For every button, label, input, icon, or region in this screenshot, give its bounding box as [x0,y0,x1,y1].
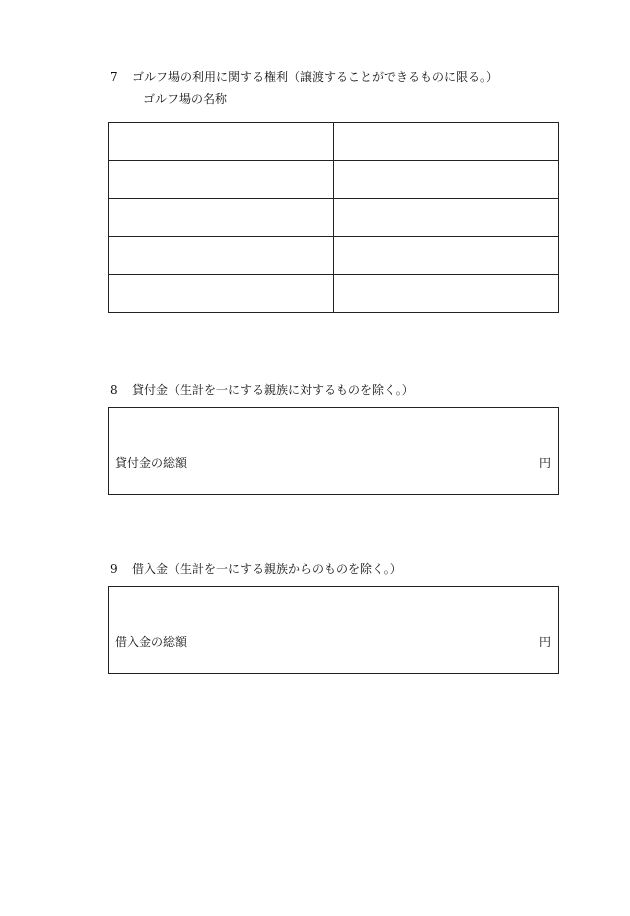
section7-heading [110,70,498,84]
table-row [109,199,559,237]
golf-course-name-cell[interactable] [109,123,334,161]
borrowings-total-box[interactable] [108,586,559,674]
section9-heading [110,562,402,576]
golf-course-name-cell[interactable] [109,237,334,275]
borrowings-yen-unit: 円 [538,635,551,649]
section9-number: 9 [110,562,118,576]
loans-total-box[interactable] [108,407,559,495]
table-row [109,123,559,161]
borrowings-total-label: 借入金の総額 [115,635,188,649]
table-row [109,275,559,313]
golf-course-value-cell[interactable] [334,237,559,275]
table-row [109,161,559,199]
golf-course-value-cell[interactable] [334,275,559,313]
section9-title: 借入金（生計を一にする親族からのものを除く。） [132,562,402,576]
section8-number: 8 [110,383,118,397]
golf-course-name-cell[interactable] [109,199,334,237]
table-row [109,237,559,275]
golf-course-name-cell[interactable] [109,161,334,199]
golf-course-value-cell[interactable] [334,123,559,161]
golf-rights-table [108,122,559,313]
section7-number: 7 [110,70,118,84]
golf-course-name-cell[interactable] [109,275,334,313]
golf-course-value-cell[interactable] [334,161,559,199]
golf-course-name-label: ゴルフ場の名称 [143,92,228,106]
section7-title: ゴルフ場の利用に関する権利（譲渡することができるものに限る。） [132,70,499,84]
section8-title: 貸付金（生計を一にする親族に対するものを除く。） [132,383,414,397]
section8-heading [110,383,414,397]
golf-course-value-cell[interactable] [334,199,559,237]
loans-yen-unit: 円 [538,456,551,470]
loans-total-label: 貸付金の総額 [115,456,188,470]
